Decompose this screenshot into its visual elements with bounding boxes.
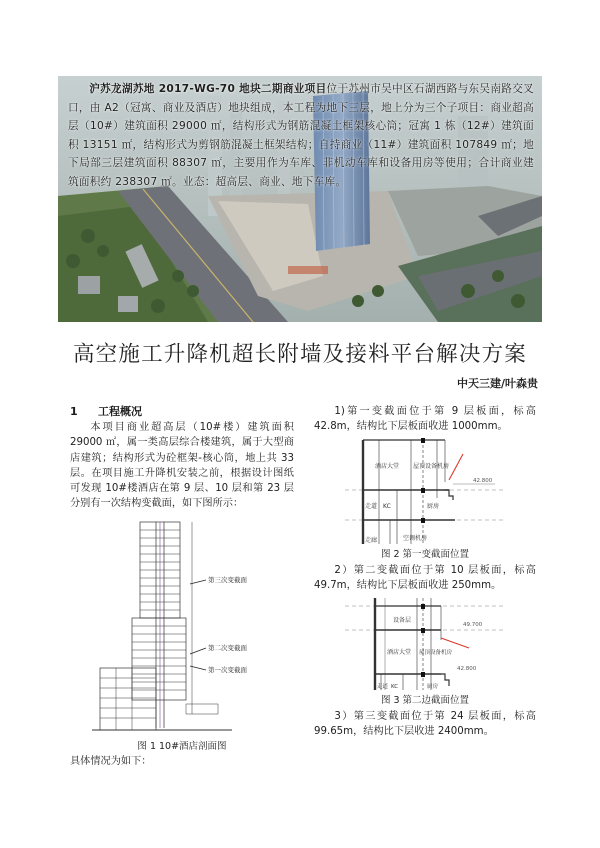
item-third-section: 3）第三变截面位于第 24 层板面，标高 99.65m，结构比下层收进 2400mm。 bbox=[314, 711, 536, 738]
callout-first-section: 第一次变截面 bbox=[208, 665, 247, 674]
figure-3-caption: 图 3 第二边截面位置 bbox=[380, 695, 470, 707]
label-roof-equipment: 屋顶设备机房 bbox=[413, 462, 450, 470]
section-title: 工程概况 bbox=[98, 405, 142, 418]
label-roof-equipment: 屋顶设备机房 bbox=[419, 650, 453, 657]
section-heading bbox=[70, 404, 294, 420]
red-arrow-icon bbox=[441, 638, 469, 648]
label-elevation-42800: 42.800 bbox=[473, 477, 493, 484]
label-corridor: 走道 bbox=[377, 684, 389, 691]
label-hotel-lobby: 酒店大堂 bbox=[387, 649, 412, 657]
second-section-plan-drawing bbox=[345, 596, 505, 692]
hero-body-text: 位于苏州市吴中区石湖西路与东吴南路交叉口，由 A2（冠寓、商业及酒店）地块组成，本工程为地下三层，地上分为三个子项目：商业超高层（10#）建筑面积 29000 ㎡，结构形式为钢筋混凝土框架核心筒；冠寓 1 栋（12#）建筑面积 13151 ㎡，结构形式为剪钢筋混凝土框架结构；自持商业（11#）建筑面积 107849 ㎡；地下局部三层建筑面积 88307 ㎡，主要用作为车库、非机动车库和设备用房等使用；合计商业建筑面积约 238307 ㎡。业态：超高层、商业、地下车库。 bbox=[68, 83, 535, 188]
callout-second-section: 第二次变截面 bbox=[208, 643, 247, 652]
label-equipment-floor: 设备层 bbox=[393, 617, 412, 625]
label-kitchen: 厨房 bbox=[427, 684, 439, 691]
section-number: 1 bbox=[70, 405, 78, 418]
label-hotel-lobby: 酒店大堂 bbox=[375, 462, 400, 470]
item-first-section: 1)第一变截面位于第 9 层板面，标高 42.8m，结构比下层板面收进 1000mm。 bbox=[314, 406, 536, 433]
hero-description bbox=[68, 80, 534, 191]
hero-bold-lead: 沪苏龙湖苏地 2017-WG-70 地块二期商业项目 bbox=[89, 83, 327, 95]
red-arrow-icon bbox=[449, 454, 463, 480]
paragraph-details-intro: 具体情况为如下： bbox=[70, 755, 152, 767]
label-hallway: 走廊 bbox=[365, 536, 378, 544]
label-corridor: 走道 bbox=[365, 502, 378, 510]
item-second-section: 2）第二变截面位于第 10 层板面，标高 49.7m，结构比下层板面收进 250mm。 bbox=[314, 564, 536, 591]
paragraph-overview: 本项目商业超高层（10#楼）建筑面积 29000 ㎡，属一类高层综合楼建筑，属于大型商店建筑；结构形式为砼框架-核心筒，地上共 33 层。在项目施工升降机安装之前，根据设计图纸可发现 10#楼酒店在第 9 层、10 层和第 23 层分别有一次结构变截面，如下图所示： bbox=[70, 422, 294, 510]
building-section-drawing bbox=[92, 518, 272, 738]
figure-1-section-drawing bbox=[92, 518, 272, 738]
first-section-plan-drawing bbox=[345, 438, 505, 546]
figure-2-drawing bbox=[345, 438, 505, 546]
figure-2-caption: 图 2 第一变截面位置 bbox=[380, 548, 470, 560]
figure-3-drawing bbox=[345, 596, 505, 692]
label-elevation-42800: 42.800 bbox=[457, 666, 477, 673]
article-title: 高空施工升降机超长附墙及接料平台解决方案 bbox=[72, 342, 527, 367]
label-kc: KC bbox=[391, 684, 399, 691]
label-kitchen: 厨房 bbox=[427, 502, 440, 510]
callout-third-section: 第三次变截面 bbox=[208, 575, 247, 584]
right-column bbox=[314, 404, 536, 740]
label-elevation-49700: 49.700 bbox=[463, 622, 483, 629]
label-ac-room: 空调机房 bbox=[403, 534, 428, 542]
label-kc: KC bbox=[383, 502, 391, 510]
hero-aerial-render bbox=[58, 76, 542, 322]
article-author: 中天三建/叶森贵 bbox=[456, 377, 538, 390]
left-column bbox=[70, 404, 294, 769]
figure-1-caption: 图 1 10#酒店剖面图 bbox=[137, 740, 227, 752]
